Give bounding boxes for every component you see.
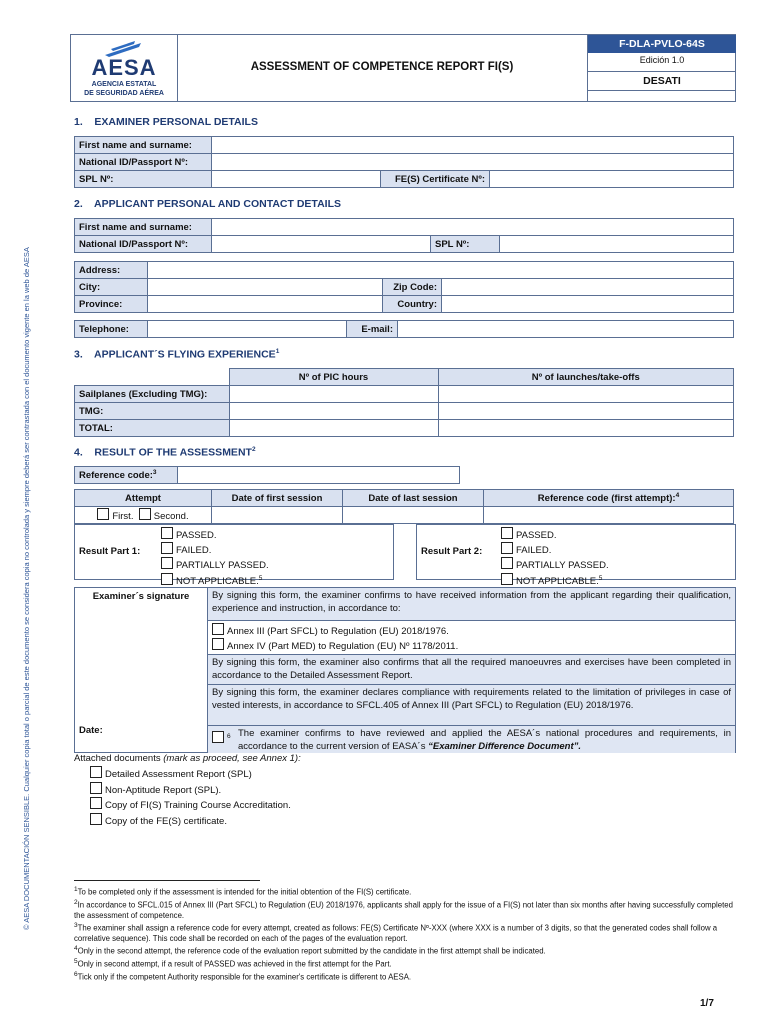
attached-item: Copy of FI(S) Training Course Accreditation. xyxy=(90,797,291,813)
zip-label: Zip Code: xyxy=(383,279,442,296)
reg-med-checkbox[interactable] xyxy=(212,638,224,650)
footnote: $^2$In accordance to SFCL.015 of Annex III (Part SFCL) to Regulation (EU) 2018/1976, applicants shall apply for the issue of a FI(S) not later than six months after having successfully completed the assessment of competence. xyxy=(74,898,733,920)
total-label: TOTAL: xyxy=(75,420,230,437)
applicant-id-table xyxy=(74,218,734,253)
declaration-1: By signing this form, the examiner confirms to have received information from the applicant regarding their qualification, experience and instruction, in accordance to: xyxy=(208,588,735,621)
applicant-id-field[interactable] xyxy=(212,236,431,253)
attached-intro: Attached documents (mark as proceed, see Annex 1): xyxy=(74,753,301,764)
total-launches-field[interactable] xyxy=(438,420,734,437)
reference-code-label: Reference code:$^3$ xyxy=(75,467,178,484)
result-part2-options: PASSED. FAILED. PARTIALLY PASSED. NOT APPLICABLE.$^5$ xyxy=(501,527,609,588)
logo-text: AESA xyxy=(91,55,157,80)
footnote: $^5$Only in second attempt, if a result of PASSED was achieved in the first attempt for the Part. xyxy=(74,958,392,969)
declaration-2: By signing this form, the examiner also confirms that all the required manoeuvres and exercises have been completed in accordance to the Detailed Assessment Report. xyxy=(208,654,735,685)
province-label: Province: xyxy=(75,296,148,313)
reg-sfcl-checkbox[interactable] xyxy=(212,623,224,635)
sailplanes-label: Sailplanes (Excluding TMG): xyxy=(75,386,230,403)
country-field[interactable] xyxy=(442,296,734,313)
pic-hours-header: Nº of PIC hours xyxy=(229,369,438,386)
examiner-fe-field[interactable] xyxy=(490,171,734,188)
applicant-id-label: National ID/Passport Nº: xyxy=(75,236,212,253)
part1-failed-checkbox[interactable] xyxy=(161,542,173,554)
reference-code-table xyxy=(74,466,460,484)
flying-experience-table xyxy=(74,368,734,437)
declaration-4: $^6$ The examiner confirms to have reviewed and applied the AESA´s national procedures and requirements, in accordance to the current version of EASA´s “Examiner Difference Document”. xyxy=(208,725,735,753)
section4-title: 4. RESULT OF THE ASSESSMENT$^2$ xyxy=(74,446,256,459)
date-label: Date: xyxy=(79,725,103,736)
examiner-fe-label: FE(S) Certificate Nº: xyxy=(381,171,490,188)
part2-na-checkbox[interactable] xyxy=(501,573,513,585)
examiner-id-label: National ID/Passport Nº: xyxy=(75,154,212,171)
part1-partial-checkbox[interactable] xyxy=(161,557,173,569)
footnote: $^3$The examiner shall assign a reference code for every attempt, created as follows: FE(S) Certificate Nº-XXX (where XXX is a number of 3 digits, so that the generated codes shall follow a correlative sequence). This code shall be recorded on each of the pages of the evaluation report. xyxy=(74,922,718,943)
part2-failed-checkbox[interactable] xyxy=(501,542,513,554)
form-code: F-DLA-PVLO-64S xyxy=(588,35,736,53)
footnote: $^6$Tick only if the competent Authority responsible for the examiner's certificate is different to AESA. xyxy=(74,971,412,982)
edition: Edición 1.0 xyxy=(639,55,685,65)
signature-label: Examiner´s signature xyxy=(92,591,190,602)
zip-field[interactable] xyxy=(442,279,734,296)
result-part2-label: Result Part 2: xyxy=(421,546,483,557)
email-label: E-mail: xyxy=(347,321,398,338)
footnote: $^4$Only in the second attempt, the reference code of the evaluation report submitted by the candidate in the first attempt shall be indicated. xyxy=(74,945,546,956)
part1-na-checkbox[interactable] xyxy=(161,573,173,585)
result-part1 xyxy=(74,524,394,588)
applicant-spl-label: SPL Nº: xyxy=(431,236,500,253)
applicant-contact-table xyxy=(74,320,734,338)
result-part1-options: PASSED. FAILED. PARTIALLY PASSED. NOT APPLICABLE.$^5$ xyxy=(161,527,269,588)
result-part2 xyxy=(416,524,736,588)
part2-passed-checkbox[interactable] xyxy=(501,527,513,539)
examiner-id-field[interactable] xyxy=(212,154,734,171)
footnote-divider xyxy=(74,880,260,881)
result-part1-label: Result Part 1: xyxy=(79,546,141,557)
attached-detailed-checkbox[interactable] xyxy=(90,766,102,778)
page-number: 1/7 xyxy=(700,998,714,1009)
signature-block xyxy=(74,587,736,753)
attempt-choice: First. Second. xyxy=(75,507,212,524)
applicant-spl-field[interactable] xyxy=(500,236,734,253)
sailplanes-launches-field[interactable] xyxy=(438,386,734,403)
attached-fe-checkbox[interactable] xyxy=(90,813,102,825)
attached-list xyxy=(90,766,291,828)
footnote: $^1$To be completed only if the assessment is intended for the initial obtention of the FI(S) certificate. xyxy=(74,886,412,897)
country-label: Country: xyxy=(383,296,442,313)
section1-title: 1. EXAMINER PERSONAL DETAILS xyxy=(74,116,258,128)
first-attempt-checkbox[interactable] xyxy=(97,508,109,520)
part2-partial-checkbox[interactable] xyxy=(501,557,513,569)
tmg-launches-field[interactable] xyxy=(438,403,734,420)
applicant-name-field[interactable] xyxy=(212,219,734,236)
difference-doc-checkbox[interactable] xyxy=(212,731,224,743)
attached-item: Copy of the FE(S) certificate. xyxy=(90,813,291,829)
total-hours-field[interactable] xyxy=(229,420,438,437)
city-label: City: xyxy=(75,279,148,296)
examiner-name-label: First name and surname: xyxy=(75,137,212,154)
ref-first-field[interactable] xyxy=(484,507,734,524)
regulations: Annex III (Part SFCL) to Regulation (EU) 2018/1976. Annex IV (Part MED) to Regulation (EU) Nº 1178/2011. xyxy=(208,620,735,654)
launches-header: Nº of launches/take-offs xyxy=(438,369,734,386)
address-field[interactable] xyxy=(148,262,734,279)
address-label: Address: xyxy=(75,262,148,279)
department: DESATI xyxy=(588,71,736,91)
part1-passed-checkbox[interactable] xyxy=(161,527,173,539)
header xyxy=(70,34,736,102)
province-field[interactable] xyxy=(148,296,383,313)
code-box xyxy=(587,35,736,101)
second-attempt-checkbox[interactable] xyxy=(139,508,151,520)
reference-code-field[interactable] xyxy=(178,467,460,484)
logo-box xyxy=(71,35,178,101)
declaration-3: By signing this form, the examiner declares compliance with requirements related to the limitation of privileges in case of vested interests, in accordance to SFCL.405 of Annex III (Part SFCL) to Regulation (EU) 2018/1976. xyxy=(208,684,735,726)
side-disclaimer: © AESA DOCUMENTACIÓN SENSIBLE. Cualquier copia total o parcial de este documento se considera copia no controlada y siempre deberá ser contrastada con el documento vigente en la web de AESA xyxy=(22,247,31,930)
footnotes xyxy=(74,885,734,983)
applicant-name-label: First name and surname: xyxy=(75,219,212,236)
date-first-header: Date of first session xyxy=(212,490,343,507)
examiner-spl-field[interactable] xyxy=(212,171,381,188)
date-last-header: Date of last session xyxy=(343,490,484,507)
examiner-table xyxy=(74,136,734,188)
tmg-hours-field[interactable] xyxy=(229,403,438,420)
applicant-address-table xyxy=(74,261,734,313)
examiner-name-field[interactable] xyxy=(212,137,734,154)
attached-course-checkbox[interactable] xyxy=(90,797,102,809)
attached-item: Non-Aptitude Report (SPL). xyxy=(90,782,291,798)
attached-nonaptitude-checkbox[interactable] xyxy=(90,782,102,794)
telephone-field[interactable] xyxy=(148,321,347,338)
tmg-label: TMG: xyxy=(75,403,230,420)
telephone-label: Telephone: xyxy=(75,321,148,338)
attached-item: Detailed Assessment Report (SPL) xyxy=(90,766,291,782)
date-first-field[interactable] xyxy=(212,507,343,524)
logo-sub2: DE SEGURIDAD AÉREA xyxy=(84,90,164,97)
city-field[interactable] xyxy=(148,279,383,296)
attempt-header: Attempt xyxy=(75,490,212,507)
page-title: ASSESSMENT OF COMPETENCE REPORT FI(S) xyxy=(250,61,514,73)
date-last-field[interactable] xyxy=(343,507,484,524)
signature-area[interactable] xyxy=(75,588,208,752)
attempt-table xyxy=(74,489,734,524)
section3-title: 3. APPLICANT´S FLYING EXPERIENCE$^1$ xyxy=(74,348,280,361)
examiner-spl-label: SPL Nº: xyxy=(75,171,212,188)
ref-first-header: Reference code (first attempt):$^4$ xyxy=(484,490,734,507)
email-field[interactable] xyxy=(398,321,734,338)
section2-title: 2. APPLICANT PERSONAL AND CONTACT DETAILS xyxy=(74,198,341,210)
sailplanes-hours-field[interactable] xyxy=(229,386,438,403)
logo-sub1: AGENCIA ESTATAL xyxy=(91,81,157,88)
